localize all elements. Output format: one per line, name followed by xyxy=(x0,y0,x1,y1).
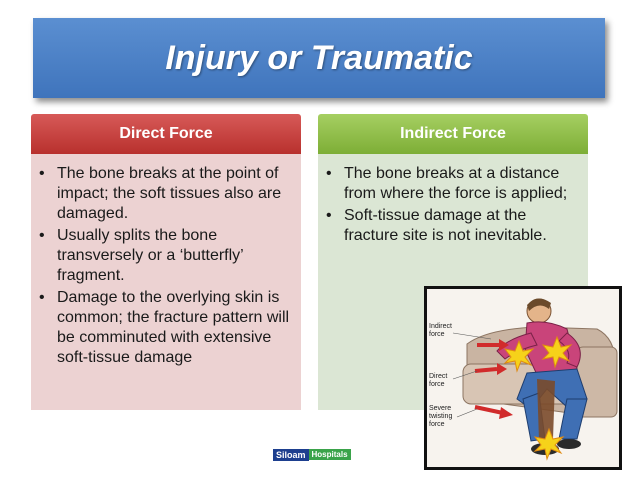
indirect-force-header: Indirect Force xyxy=(318,114,588,154)
bullet-icon: • xyxy=(39,165,45,182)
list-item: • Soft-tissue damage at the fracture site is not inevitable. xyxy=(326,207,547,244)
list-item: • The bone breaks at the point of impact; the soft tissues also are damaged. xyxy=(39,165,282,222)
direct-force-panel xyxy=(31,154,301,410)
bullet-icon: • xyxy=(39,289,45,306)
fracture-illustration xyxy=(424,286,622,470)
bullet-icon: • xyxy=(326,207,332,224)
title-banner xyxy=(33,18,605,98)
logo-text-hospitals: Hospitals xyxy=(309,449,351,460)
bullet-icon: • xyxy=(39,227,45,244)
list-item: • Usually splits the bone transversely or a ‘butterfly’ fragment. xyxy=(39,227,244,284)
hospital-logo xyxy=(273,448,351,461)
indirect-force-list xyxy=(326,164,578,246)
indirect-force-label: Indirect force xyxy=(429,323,452,338)
bullet-icon: • xyxy=(326,165,332,182)
slide-title: Injury or Traumatic xyxy=(165,38,473,77)
list-item: • The bone breaks at a distance from where the force is applied; xyxy=(326,165,568,202)
list-item: • Damage to the overlying skin is common; the fracture pattern will be comminuted with extensive soft-tissue damage xyxy=(39,289,290,366)
logo-text-siloam: Siloam xyxy=(273,449,309,461)
direct-force-list xyxy=(39,164,291,368)
direct-force-header: Direct Force xyxy=(31,114,301,154)
twisting-force-label: Severe twisting force xyxy=(429,405,453,428)
direct-force-label: Direct force xyxy=(429,373,448,388)
